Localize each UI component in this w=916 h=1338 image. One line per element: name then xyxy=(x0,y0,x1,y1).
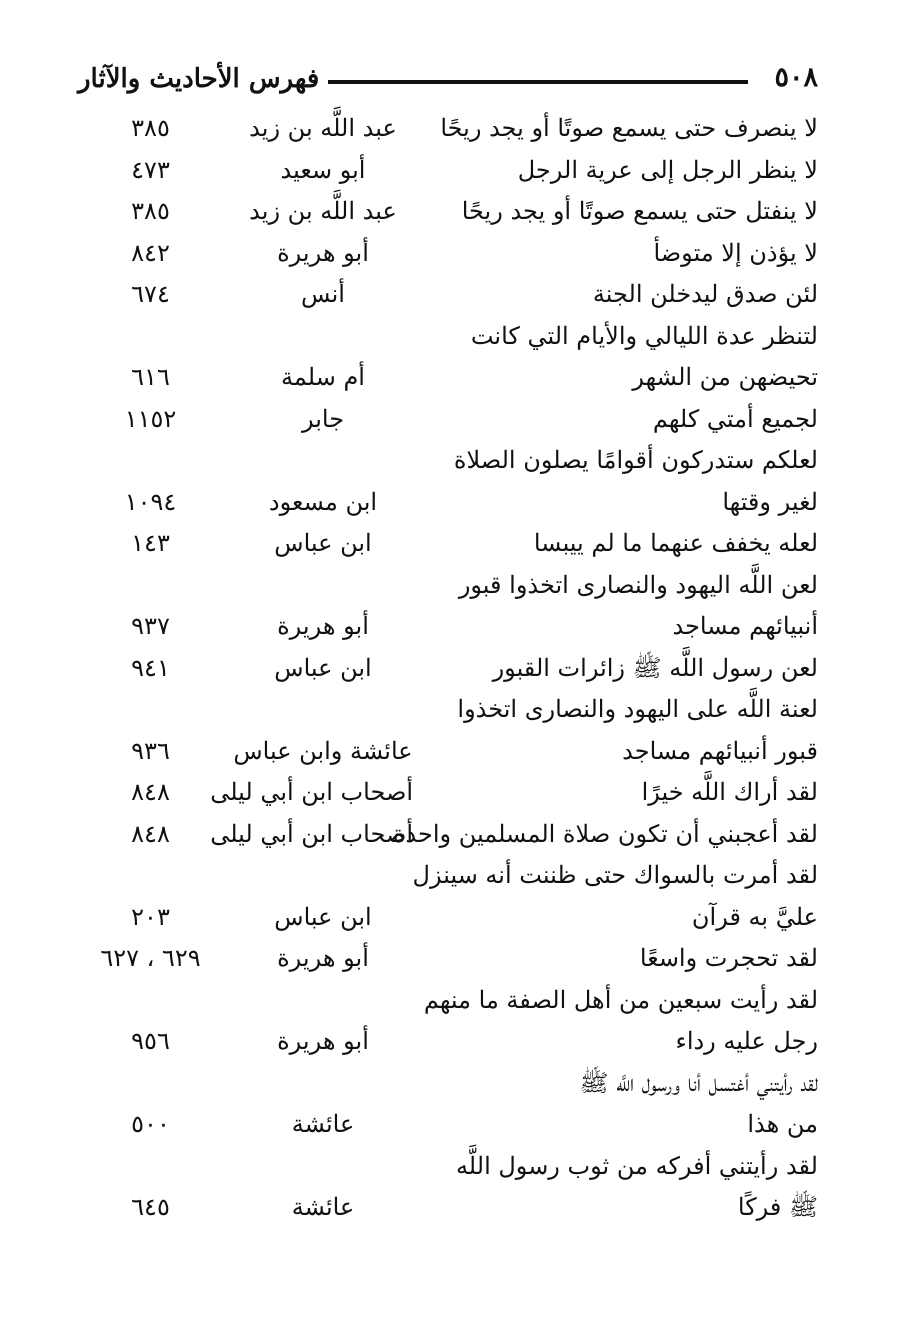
narrator-name: أبو سعيد xyxy=(280,155,366,184)
page-reference: ١١٥٢ xyxy=(124,404,177,433)
page-header xyxy=(78,60,818,100)
hadith-text: لعنة اللَّه على اليهود والنصارى اتخذوا xyxy=(457,695,818,723)
hadith-text: لقد أراك اللَّه خيرًا xyxy=(641,778,818,806)
hadith-text: لقد أمرت بالسواك حتى ظننت أنه سينزل xyxy=(412,861,818,889)
index-entry xyxy=(78,855,818,897)
index-entry xyxy=(78,772,818,814)
hadith-text: لا ينصرف حتى يسمع صوتًا أو يجد ريحًا xyxy=(440,114,818,142)
narrator-name: أبو هريرة xyxy=(277,944,369,972)
page-reference: ٩٥٦ xyxy=(131,1027,170,1055)
index-entry xyxy=(78,233,818,275)
index-entry xyxy=(78,523,818,565)
page-reference: ٨٤٨ xyxy=(131,778,170,806)
index-entry xyxy=(78,1146,818,1188)
page-reference: ٦٧٤ xyxy=(131,280,170,308)
hadith-text: لعن اللَّه اليهود والنصارى اتخذوا قبور xyxy=(458,570,818,599)
narrator-name: جابر xyxy=(301,404,345,433)
index-entry xyxy=(78,108,818,150)
page-reference: ٢٠٣ xyxy=(131,902,170,931)
narrator-name: عائشة xyxy=(291,1110,355,1138)
index-entry xyxy=(78,1063,818,1105)
index-entry xyxy=(78,1021,818,1063)
header-rule xyxy=(328,80,748,84)
index-entry xyxy=(78,316,818,358)
hadith-text: لغير وقتها xyxy=(722,487,818,516)
index-entry xyxy=(78,980,818,1022)
narrator-name: عائشة وابن عباس xyxy=(233,736,413,765)
narrator-name: ابن عباس xyxy=(274,653,372,682)
page-reference: ٨٤٢ xyxy=(131,238,170,267)
narrator-name: ابن عباس xyxy=(274,902,372,931)
page-reference: ١٤٣ xyxy=(131,529,170,557)
hadith-text: عليَّ به قرآن xyxy=(691,902,818,931)
page-reference: ٩٣٧ xyxy=(131,612,170,640)
index-entry xyxy=(78,357,818,399)
page-reference: ١٠٩٤ xyxy=(124,487,177,516)
hadith-text: لجميع أمتي كلهم xyxy=(652,404,818,433)
narrator-name: أنس xyxy=(301,280,345,308)
hadith-text: لا ينفتل حتى يسمع صوتًا أو يجد ريحًا xyxy=(461,197,818,225)
index-entry xyxy=(78,814,818,856)
index-entry xyxy=(78,731,818,773)
index-entry xyxy=(78,274,818,316)
index-entry xyxy=(78,399,818,441)
hadith-text: أنبيائهم مساجد xyxy=(672,612,818,640)
index-entry xyxy=(78,648,818,690)
hadith-text: لتنظر عدة الليالي والأيام التي كانت xyxy=(470,321,818,350)
index-entry xyxy=(78,606,818,648)
narrator-name: عبد اللَّه بن زيد xyxy=(249,114,397,142)
narrator-name: أم سلمة xyxy=(281,363,365,391)
hadith-text: لقد أعجبني أن تكون صلاة المسلمين واحدة xyxy=(392,819,818,848)
hadith-text: لا يؤذن إلا متوضأ xyxy=(653,238,818,267)
hadith-text: من هذا xyxy=(747,1110,818,1138)
page-reference: ٣٨٥ xyxy=(131,197,170,225)
index-entry xyxy=(78,897,818,939)
hadith-text: لا ينظر الرجل إلى عرية الرجل xyxy=(517,155,818,184)
hadith-text: لقد رأيتني أفركه من ثوب رسول اللَّه xyxy=(455,1151,818,1180)
index-entry xyxy=(78,482,818,524)
hadith-text: لعن رسول اللَّه ﷺ زائرات القبور xyxy=(492,653,818,682)
page-reference: ٩٣٦ xyxy=(131,736,170,765)
page-reference: ٨٤٨ xyxy=(131,819,170,848)
narrator-name: أبو هريرة xyxy=(277,1027,369,1055)
page-reference: ٤٧٣ xyxy=(131,155,170,184)
hadith-text: لعلكم ستدركون أقوامًا يصلون الصلاة xyxy=(453,446,818,474)
index-entry xyxy=(78,565,818,607)
hadith-text: لقد رأيتني أغتسل أنا ورسول اللَّه ﷺ xyxy=(579,1068,818,1097)
narrator-name: ابن مسعود xyxy=(268,487,378,516)
narrator-name: عائشة xyxy=(291,1193,355,1221)
narrator-name: أبو هريرة xyxy=(277,238,369,267)
page-reference: ٩٤١ xyxy=(131,653,170,682)
hadith-text: قبور أنبيائهم مساجد xyxy=(622,736,818,765)
index-entry xyxy=(78,191,818,233)
narrator-name: أصحاب ابن أبي ليلى xyxy=(210,819,413,848)
hadith-text: لئن صدق ليدخلن الجنة xyxy=(592,280,818,308)
hadith-text: رجل عليه رداء xyxy=(675,1027,818,1055)
index-entry xyxy=(78,938,818,980)
index-entry xyxy=(78,1104,818,1146)
hadith-text: تحيضهن من الشهر xyxy=(632,363,818,391)
hadith-text: لعله يخفف عنهما ما لم ييبسا xyxy=(533,529,818,557)
index-entry xyxy=(78,1187,818,1229)
page-reference: ٦٤٥ xyxy=(131,1193,170,1221)
hadith-index-list xyxy=(78,108,818,1229)
hadith-text: لقد تحجرت واسعًا xyxy=(639,944,818,972)
narrator-name: عبد اللَّه بن زيد xyxy=(249,197,397,225)
page-reference: ٦٢٩ ، ٦٢٧ xyxy=(100,944,201,972)
page-reference: ٥٠٠ xyxy=(131,1110,170,1138)
narrator-name: أصحاب ابن أبي ليلى xyxy=(210,778,413,806)
narrator-name: ابن عباس xyxy=(274,529,372,557)
hadith-text: ﷺ فركًا xyxy=(737,1193,818,1221)
running-title: فهرس الأحاديث والآثار xyxy=(78,64,320,94)
index-entry xyxy=(78,689,818,731)
page-reference: ٣٨٥ xyxy=(131,114,170,142)
index-entry xyxy=(78,150,818,192)
page-number: ٥٠٨ xyxy=(774,62,818,93)
narrator-name: أبو هريرة xyxy=(277,612,369,640)
page-reference: ٦١٦ xyxy=(131,363,170,391)
hadith-text: لقد رأيت سبعين من أهل الصفة ما منهم xyxy=(423,985,818,1014)
index-entry xyxy=(78,440,818,482)
